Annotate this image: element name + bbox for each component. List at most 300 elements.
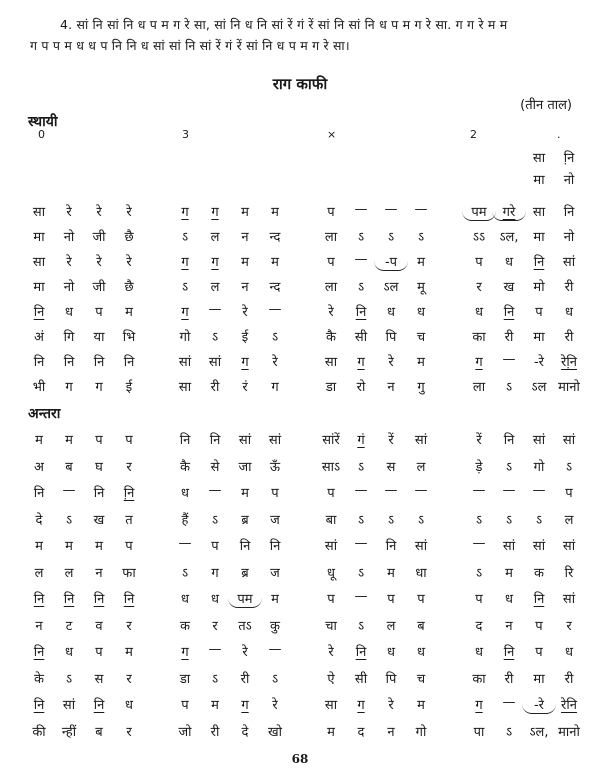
notation-cell: गो <box>415 724 427 740</box>
notation-cell: — <box>354 202 368 217</box>
notation-cell: दे <box>241 724 249 740</box>
notation-cell: ऽ <box>65 512 73 528</box>
notation-cell: के <box>34 671 44 687</box>
notation-cell: ल <box>210 280 220 295</box>
notation-cell: ऽऽ <box>472 230 486 245</box>
notation-cell: ऽ <box>357 280 365 295</box>
notation-cell: ब <box>417 618 425 634</box>
notation-cell: रे <box>96 205 102 220</box>
notation-cell: च <box>416 330 426 345</box>
notation-cell: ऽ <box>387 512 395 528</box>
notation-cell: ड़े <box>475 459 483 475</box>
notation-cell: रो <box>356 380 366 395</box>
notation-cell: प <box>95 433 103 448</box>
notation-cell: ग <box>95 380 103 395</box>
notation-cell: जी <box>92 230 106 245</box>
notation-cell: छै <box>124 280 134 295</box>
notation-cell: रे <box>126 255 132 270</box>
bol-row <box>0 616 600 638</box>
notation-cell: ई <box>125 380 133 395</box>
notation-cell: क <box>180 618 190 634</box>
notation-cell: ऐ <box>327 671 335 687</box>
notation-cell: ल <box>386 618 396 634</box>
notation-cell: नि <box>33 698 45 713</box>
notation-cell: म <box>417 255 425 270</box>
notation-cell: प <box>95 305 103 320</box>
notation-cell: — <box>268 302 282 317</box>
notation-cell: प <box>327 486 335 501</box>
notation-cell: प <box>535 645 543 660</box>
notation-cell: नो <box>63 280 75 295</box>
notation-cell: गो <box>179 330 191 345</box>
notation-cell: नि <box>93 592 105 607</box>
notation-cell: त <box>125 512 133 528</box>
notation-cell: ध <box>65 645 73 660</box>
notation-cell: ग <box>475 698 483 713</box>
swar-row <box>0 252 600 274</box>
notation-cell: ला <box>472 380 486 395</box>
notation-cell: साऽ <box>321 459 341 475</box>
notation-cell: सां <box>532 539 546 554</box>
beat-marker-3: 3 <box>182 128 189 141</box>
notation-cell: सी <box>354 330 368 345</box>
swar-row <box>0 695 600 717</box>
notation-cell: — <box>354 589 368 604</box>
notation-cell: ऽल <box>531 380 547 395</box>
notation-cell: ग <box>475 355 483 370</box>
notation-cell: भी <box>32 380 46 395</box>
notation-cell: ग <box>181 255 189 270</box>
bol-row <box>0 277 600 299</box>
notation-cell: सां <box>502 539 516 554</box>
notation-cell: -रे <box>522 695 556 714</box>
notation-cell: सां <box>268 433 282 448</box>
notation-cell: ऽ <box>181 280 189 295</box>
notation-cell: प <box>565 486 573 501</box>
notation-cell: ऽ <box>535 512 543 528</box>
bol-row <box>0 327 600 349</box>
notation-cell: ध <box>475 645 483 660</box>
notation-cell: — <box>414 202 428 217</box>
notation-cell: प <box>95 645 103 660</box>
notation-cell: नि <box>33 305 45 320</box>
notation-cell: म <box>65 433 73 448</box>
notation-cell: गरे <box>492 202 526 221</box>
notation-cell: प <box>475 592 483 607</box>
beat-marker-dot: . <box>557 128 561 141</box>
notation-cell: ऽ <box>357 512 365 528</box>
notation-cell: रे <box>272 698 278 713</box>
notation-cell: सा <box>32 205 46 220</box>
swar-row <box>0 483 600 505</box>
notation-cell: र <box>126 459 132 475</box>
notation-cell: स <box>386 459 396 475</box>
notation-cell: न <box>241 280 249 295</box>
notation-cell: सां <box>562 539 576 554</box>
notation-cell: मो <box>533 280 545 295</box>
bol-row <box>0 510 600 532</box>
notation-cell: ग <box>181 645 189 660</box>
beat-marker-sam: × <box>327 128 337 141</box>
raag-title: राग काफी <box>272 75 328 93</box>
notation-cell: — <box>208 642 222 657</box>
notation-cell: ध <box>387 305 395 320</box>
notation-cell: — <box>268 642 282 657</box>
swar-row <box>0 536 600 558</box>
notation-cell: द <box>475 618 483 634</box>
notation-cell: ग <box>241 355 249 370</box>
notation-cell: ब <box>65 459 73 475</box>
notation-cell: नो <box>63 230 75 245</box>
notation-cell: -प <box>374 252 408 271</box>
notation-cell: ऽ <box>181 230 189 245</box>
notation-cell: ल <box>210 230 220 245</box>
notation-cell: नि <box>63 592 75 607</box>
notation-cell: नि <box>33 486 45 501</box>
notation-cell: प <box>327 255 335 270</box>
notation-cell: प <box>327 592 335 607</box>
notation-cell: छै <box>124 230 134 245</box>
notation-cell: ज <box>270 565 280 581</box>
notation-cell: नि <box>123 355 135 370</box>
notation-cell: म <box>125 645 133 660</box>
notation-cell: प <box>417 592 425 607</box>
notation-cell: हैं <box>181 512 189 528</box>
notation-cell: ऽल, <box>529 724 549 740</box>
notation-cell: सा <box>532 151 546 166</box>
notation-cell: नि <box>123 592 135 607</box>
notation-cell: रेनि <box>561 698 577 713</box>
notation-cell: ध <box>125 698 133 713</box>
notation-cell: मू <box>417 280 425 295</box>
swar-row <box>0 430 600 452</box>
notation-cell: न <box>505 618 513 634</box>
notation-cell: नो <box>563 230 575 245</box>
notation-cell: गो <box>533 459 545 475</box>
sthayi-label: स्थायी <box>28 114 58 130</box>
notation-cell: पि <box>385 330 397 345</box>
notation-cell: म <box>241 255 249 270</box>
notation-cell: ध <box>65 305 73 320</box>
notation-cell: रे <box>66 255 72 270</box>
notation-cell: या <box>93 330 105 345</box>
notation-cell: नि़ <box>563 151 575 166</box>
notation-cell: ऽ <box>357 565 365 581</box>
notation-cell: — <box>472 536 486 551</box>
notation-cell: सां <box>414 433 428 448</box>
notation-cell: रे <box>272 355 278 370</box>
notation-cell: ई <box>241 330 249 345</box>
notation-cell: प <box>271 486 279 501</box>
notation-cell: म <box>271 205 279 220</box>
notation-cell: नि <box>503 645 515 660</box>
notation-cell: पा <box>473 724 485 740</box>
notation-cell: — <box>384 483 398 498</box>
notation-cell: नि <box>93 486 105 501</box>
notation-cell: री <box>210 724 220 740</box>
notation-cell: री <box>564 671 574 687</box>
notation-cell: म <box>271 592 279 607</box>
notation-cell: सा <box>32 255 46 270</box>
notation-cell: ऽल <box>383 280 399 295</box>
notation-cell: म <box>35 539 43 554</box>
notation-cell: — <box>354 252 368 267</box>
notation-cell: डा <box>325 380 337 395</box>
notation-cell: नि <box>209 433 221 448</box>
notation-cell: ध <box>387 645 395 660</box>
notation-cell: डा <box>179 671 191 687</box>
notation-cell: री <box>564 280 574 295</box>
notation-cell: रे <box>126 205 132 220</box>
notation-cell: न <box>35 618 43 634</box>
notation-cell: सां <box>62 698 76 713</box>
notation-cell: रे <box>328 645 334 660</box>
notation-cell: रि <box>564 565 574 581</box>
notation-cell: प <box>475 255 483 270</box>
page-number: 68 <box>291 752 309 766</box>
notation-cell: री <box>504 330 514 345</box>
notation-cell: बा <box>325 512 337 528</box>
notation-cell: प <box>535 618 543 634</box>
notation-cell: गि <box>63 330 75 345</box>
notation-cell: दे <box>35 512 43 528</box>
notation-cell: रे <box>388 698 394 713</box>
notation-cell: नि <box>33 592 45 607</box>
notation-cell: — <box>354 483 368 498</box>
notation-cell: ऽ <box>417 230 425 245</box>
notation-cell: नि <box>93 698 105 713</box>
taal-label: (तीन ताल) <box>520 98 572 113</box>
notation-cell: नि <box>355 305 367 320</box>
notation-cell: — <box>384 202 398 217</box>
notation-cell: ऽ <box>211 512 219 528</box>
notation-cell: गु <box>417 380 425 395</box>
notation-cell: नि <box>533 592 545 607</box>
notation-cell: सां <box>324 539 338 554</box>
notation-cell: — <box>62 483 76 498</box>
notation-cell: ऽ <box>271 330 279 345</box>
notation-cell: ग <box>211 205 219 220</box>
notation-cell: ग <box>357 355 365 370</box>
notation-cell: — <box>502 352 516 367</box>
notation-cell: ग <box>65 380 73 395</box>
notation-cell: — <box>532 483 546 498</box>
notation-cell: ला <box>324 280 338 295</box>
notation-cell: ऽ <box>211 330 219 345</box>
notation-cell: अं <box>34 330 44 345</box>
notation-cell: नि <box>269 539 281 554</box>
notation-cell: का <box>472 671 486 687</box>
notation-cell: जो <box>178 724 192 740</box>
notation-cell: नि <box>93 355 105 370</box>
notation-cell: ल <box>416 459 426 475</box>
beat-marker-2: 2 <box>470 128 477 141</box>
notation-cell: प <box>327 205 335 220</box>
notation-cell: का <box>472 330 486 345</box>
pickup-row <box>0 170 600 192</box>
notation-cell: रें <box>388 433 394 448</box>
beat-markers <box>0 128 600 146</box>
notation-cell: मा <box>33 280 45 295</box>
notation-cell: ल <box>564 512 574 528</box>
notation-cell: से <box>210 459 220 475</box>
notation-cell: ल <box>34 565 44 581</box>
notation-cell: ध <box>505 592 513 607</box>
notation-cell: सां <box>562 433 576 448</box>
notation-cell: सां <box>562 255 576 270</box>
notation-cell: मा <box>533 671 545 687</box>
notation-cell: -रे <box>533 355 544 370</box>
notation-cell: नि <box>179 433 191 448</box>
intro-line-1: 4. सां नि सां नि ध प म ग रे सा, सां नि ध नि सां रें गं रें सां नि सां नि ध प म ग रे सा. ग ग रे म म <box>60 17 508 32</box>
notation-cell: म <box>505 565 513 581</box>
notation-cell: री <box>504 671 514 687</box>
notation-cell: र <box>126 724 132 740</box>
notation-cell: ऽ <box>357 459 365 475</box>
notation-cell: नि <box>239 539 251 554</box>
notation-cell: कै <box>326 330 336 345</box>
notation-cell: ऽ <box>565 459 573 475</box>
notation-cell: सां <box>532 433 546 448</box>
notation-cell: प <box>387 592 395 607</box>
notation-cell: सां <box>414 539 428 554</box>
bol-row <box>0 227 600 249</box>
notation-cell: गं <box>357 433 365 448</box>
notation-cell: म <box>417 355 425 370</box>
notation-cell: च <box>416 671 426 687</box>
notation-cell: मा <box>533 230 545 245</box>
notation-cell: सा <box>324 698 338 713</box>
notation-cell: ध <box>417 305 425 320</box>
notation-cell: रे <box>328 305 334 320</box>
notation-cell: प <box>181 698 189 713</box>
notation-cell: नि <box>533 255 545 270</box>
notation-cell: सां <box>178 355 192 370</box>
notation-cell: ख <box>503 280 515 295</box>
notation-cell: रे <box>242 645 248 660</box>
notation-cell: रं <box>242 380 248 395</box>
notation-cell: ग <box>241 698 249 713</box>
notation-cell: म <box>211 698 219 713</box>
notation-cell: ल <box>64 565 74 581</box>
notation-cell: — <box>354 536 368 551</box>
notation-cell: ग <box>181 305 189 320</box>
notation-cell: पम <box>228 589 262 608</box>
notation-cell: धू <box>327 565 335 581</box>
notation-cell: ध <box>211 592 219 607</box>
notation-cell: ज <box>270 512 280 528</box>
notation-cell: प <box>535 305 543 320</box>
notation-cell: रे <box>66 205 72 220</box>
notation-cell: रे <box>96 255 102 270</box>
notation-cell: नि <box>63 355 75 370</box>
notation-cell: म <box>125 305 133 320</box>
notation-cell: ऽ <box>475 512 483 528</box>
notation-cell: र <box>566 618 572 634</box>
notation-cell: ऽल, <box>499 230 519 245</box>
notation-cell: म <box>95 539 103 554</box>
notation-cell: ध <box>505 255 513 270</box>
exercise-intro <box>30 14 590 56</box>
notation-cell: ध <box>417 645 425 660</box>
notation-cell: नि <box>503 433 515 448</box>
notation-cell: ग <box>181 205 189 220</box>
notation-cell: ध <box>565 645 573 660</box>
notation-cell: नि <box>385 539 397 554</box>
bol-row <box>0 457 600 479</box>
swar-row <box>0 642 600 664</box>
notation-cell: ऽ <box>271 671 279 687</box>
notation-cell: म <box>387 565 395 581</box>
swar-row <box>0 352 600 374</box>
notation-cell: सां <box>238 433 252 448</box>
notation-cell: न्हीं <box>61 724 77 740</box>
notation-cell: ऽ <box>417 512 425 528</box>
notation-cell: री <box>240 671 250 687</box>
notation-cell: जी <box>92 280 106 295</box>
notation-cell: री <box>210 380 220 395</box>
notation-cell: ट <box>65 618 73 634</box>
intro-line-2: ग प प म ध ध प नि नि ध सां सां नि सां रें गं रें सां नि ध प म ग रे सा। <box>30 38 350 53</box>
notation-cell: ध <box>181 486 189 501</box>
notation-cell: ध <box>565 305 573 320</box>
bol-row <box>0 377 600 399</box>
notation-cell: न <box>241 230 249 245</box>
notation-cell: री <box>564 330 574 345</box>
notation-cell: मा <box>33 230 45 245</box>
notation-cell: — <box>208 302 222 317</box>
notation-cell: घ <box>95 459 103 475</box>
notation-cell: सा <box>178 380 192 395</box>
notation-cell: ग <box>271 380 279 395</box>
notation-cell: ऽ <box>181 565 189 581</box>
notation-cell: नि <box>355 645 367 660</box>
notation-cell: नि <box>563 205 575 220</box>
notation-cell: ऽ <box>357 230 365 245</box>
notation-cell: ऽ <box>357 618 365 634</box>
notation-cell: ऽ <box>211 671 219 687</box>
notation-cell: ऽ <box>505 512 513 528</box>
notation-cell: नि <box>503 305 515 320</box>
notation-cell: मानो <box>558 724 580 740</box>
notation-cell: ब्र <box>241 512 249 528</box>
notation-cell: नि <box>33 355 45 370</box>
notation-cell: न्द <box>269 280 281 295</box>
notation-cell: म <box>241 486 249 501</box>
notation-cell: — <box>502 695 516 710</box>
notation-cell: सांरें <box>322 433 340 448</box>
swar-row <box>0 202 600 224</box>
notation-cell: धा <box>415 565 427 581</box>
notation-cell: ऽ <box>65 671 73 687</box>
notation-cell: सा <box>324 355 338 370</box>
notation-cell: भि <box>122 330 136 345</box>
notation-cell: सां <box>208 355 222 370</box>
notation-cell: की <box>32 724 46 740</box>
notation-cell: र <box>212 618 218 634</box>
notation-cell: नो <box>563 173 575 188</box>
notation-cell: रे <box>242 305 248 320</box>
notation-cell: म <box>65 539 73 554</box>
notation-cell: — <box>178 536 192 551</box>
notation-cell: तऽ <box>238 618 252 634</box>
notation-cell: रेनि़ <box>561 355 577 370</box>
notation-cell: ऽ <box>505 724 513 740</box>
notation-cell: ला <box>324 230 338 245</box>
notation-cell: ग <box>211 255 219 270</box>
notation-cell: म <box>35 433 43 448</box>
notation-cell: म <box>271 255 279 270</box>
